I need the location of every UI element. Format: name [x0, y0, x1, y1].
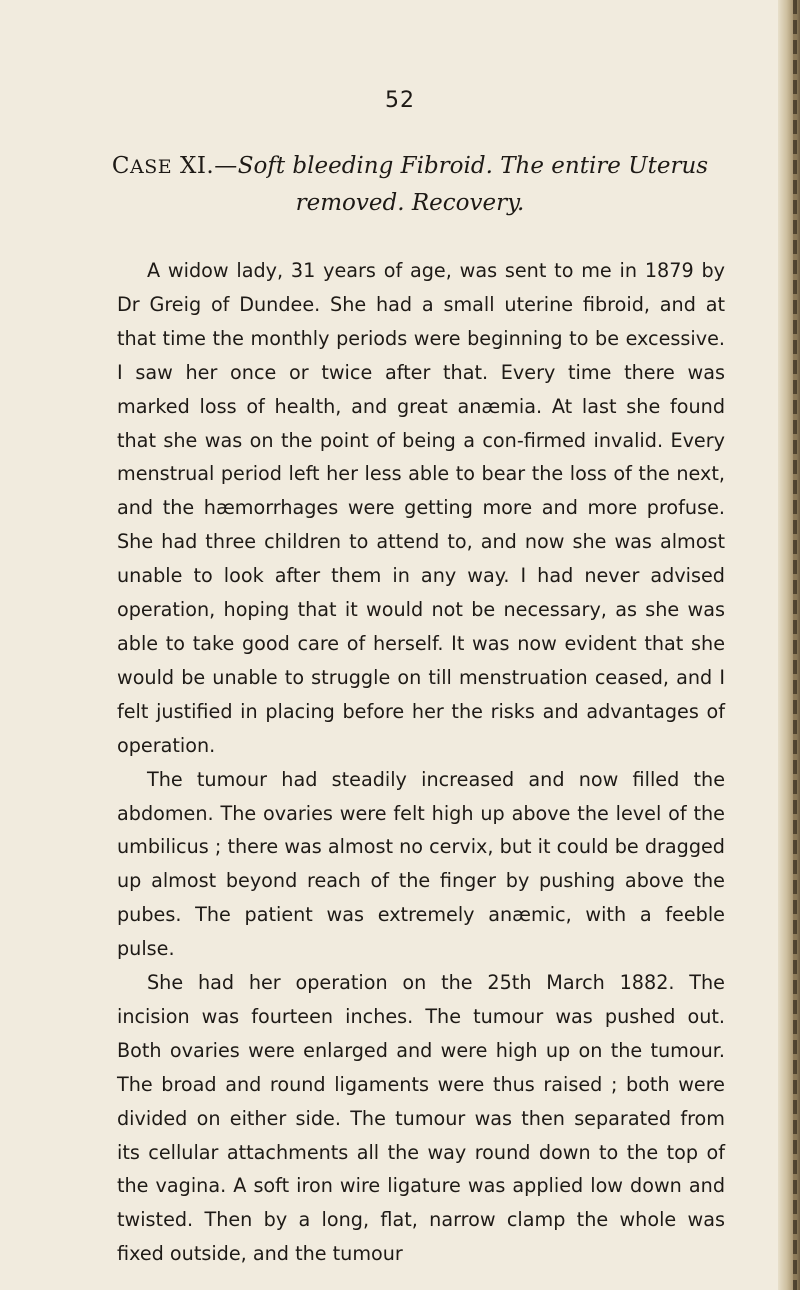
paragraph-3: She had her operation on the 25th March 1882. The incision was fourteen inches. The tumour was pushed out. Both ovaries were enlarged and were high up on the tumour. The broad and round ligaments were thus raised ; both were divided on either side. The tumour was then separated from its cellular attachments all the way round down to the top of the vagina. A soft iron wire ligature was applied low down and twisted. Then by a long, flat, narrow clamp the whole was fixed outside, and the tumour — [117, 971, 725, 1266]
page-number: 52 — [385, 88, 415, 113]
paragraph-1: A widow lady, 31 years of age, was sent to me in 1879 by Dr Greig of Dundee. She had a small uterine fibroid, and at that time the monthly periods were beginning to be excessive. I saw her once or twice after that. Every time there was marked loss of health, and great anæmia. At last she found that she was on the point of being a con-firmed invalid. Every menstrual period left her less able to bear the loss of the next, and the hæmorrhages were getting more and more profuse. She had three children to attend to, and now she was almost unable to look after them in any way. I had never advised operation, hoping that it would not be necessary, as she was able to take good care of herself. It was now evident that she would be unable to struggle on till menstruation ceased, and I felt justified in placing before her the risks and advantages of operation. — [117, 259, 725, 757]
case-title: Soft bleeding Fibroid. The entire Uterus removed. Recovery. — [237, 153, 709, 216]
case-smallcaps: ASE — [130, 156, 173, 178]
case-prefix: C — [111, 153, 131, 179]
case-number: XI.— — [172, 153, 238, 179]
book-spine-shadow — [793, 0, 797, 1290]
case-heading — [110, 148, 710, 221]
paragraph-2: The tumour had steadily increased and now filled the abdomen. The ovaries were felt high up above the level of the umbilicus ; there was almost no cervix, but it could be dragged up almost beyond reach of the finger by pushing above the pubes. The patient was extremely anæmic, with a feeble pulse. — [117, 767, 725, 961]
case-label — [112, 153, 238, 179]
body-text — [117, 254, 725, 1271]
